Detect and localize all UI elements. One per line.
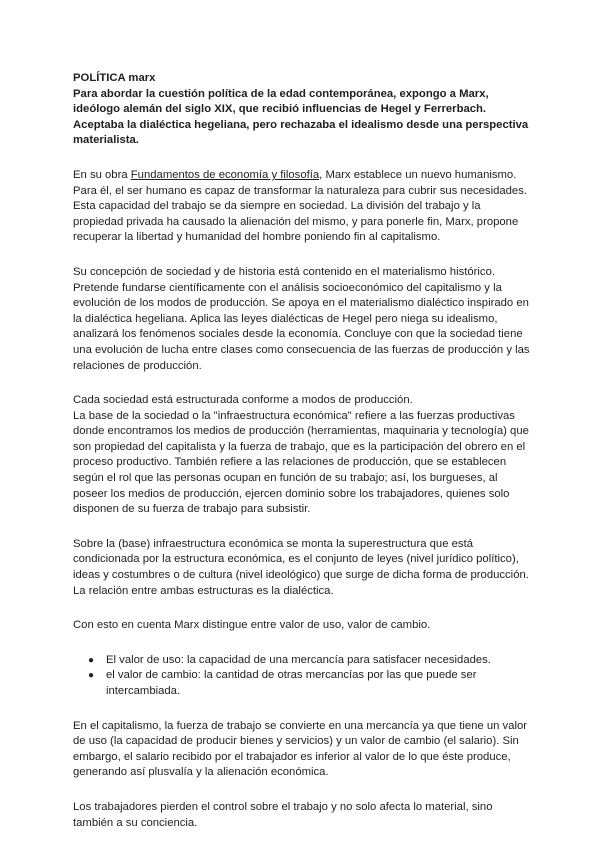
paragraph-infraestructura: La base de la sociedad o la "infraestructura económica" refiere a las fuerzas productivas donde encontramos los medios de producción (herramientas, maquinaria y tecnología) que son propiedad del capitalista y la fuerza de trabajo, que es la participación del obrero en el proceso productivo. También refiere a las relaciones de producción, que se establecen según el rol que las personas ocupan en función de su trabajo; así, los burgueses, al poseer los medios de producción, ejercen dominio sobre los trabajadores, quienes solo disponen de su fuerza de trabajo para subsistir. <box>73 409 529 516</box>
paragraph-humanismo-after: , Marx establece un nuevo humanismo. Para él, el ser humano es capaz de transformar la naturaleza para cubrir sus necesidades. Esta capacidad del trabajo se da siempre en sociedad. La división del trabajo y la propiedad privada ha causado la alienación del mismo, y para ponerle fin, Marx, propone recuperar la libertad y humanidad del hombre poniendo fin al capitalismo. <box>73 168 527 244</box>
list-item <box>88 668 533 699</box>
paragraph-humanismo <box>73 168 533 246</box>
bullet-icon: ● <box>88 670 95 682</box>
paragraph-modos-produccion-line1: Cada sociedad está estructurada conforme a modos de producción. <box>73 394 413 407</box>
title-block <box>73 71 533 149</box>
paragraph-valor-intro: Con esto en cuenta Marx distingue entre valor de uso, valor de cambio. <box>73 619 431 632</box>
paragraph-materialismo-historico: Su concepción de sociedad y de historia está contenido en el materialismo histórico. Pretende fundarse científicamente con el análisis socioeconómico del capitalismo y la evolución de los modos de producción. Se apoya en el materialismo dialéctico inspirado en la dialéctica hegeliana. Aplica las leyes dialécticas de Hegel pero niega su idealismo, analizará los fenómenos sociales desde la economía. Concluye con que la sociedad tiene una evolución de lucha entre clases como consecuencia de las fuerzas de producción y las relaciones de producción. <box>73 265 530 372</box>
document-heading: POLÍTICA marx <box>73 72 156 84</box>
bullet-icon: ● <box>88 654 95 666</box>
paragraph-modos-produccion <box>73 393 533 518</box>
intro-paragraph: Para abordar la cuestión política de la edad contemporánea, expongo a Marx, ideólogo alemán del siglo XIX, que recibió influencias de Hegel y Ferrerbach. Aceptaba la dialéctica hegeliana, pero rechazaba el idealismo desde una perspectiva materialista. <box>73 87 529 147</box>
list-item-text: el valor de cambio: la cantidad de otras mercancías por las que puede ser intercambiada. <box>106 669 477 697</box>
paragraph-humanismo-before: En su obra <box>73 168 131 181</box>
list-item <box>88 653 533 669</box>
document-body <box>73 71 533 850</box>
book-title-underlined: Fundamentos de economía y filosofía <box>130 168 320 181</box>
list-item-text: El valor de uso: la capacidad de una mercancía para satisfacer necesidades. <box>106 653 491 666</box>
valor-list <box>73 653 533 700</box>
paragraph-capitalismo: En el capitalismo, la fuerza de trabajo se convierte en una mercancía ya que tiene un valor de uso (la capacidad de producir bienes y servicios) y un valor de cambio (el salario). Sin embargo, el salario recibido por el trabajador es inferior al valor de lo que éste produce, generando así plusvalía y la alienación económica. <box>73 719 528 779</box>
paragraph-conciencia: Los trabajadores pierden el control sobre el trabajo y no solo afecta lo material, sino también a su conciencia. <box>73 800 493 829</box>
paragraph-superestructura: Sobre la (base) infraestructura económica se monta la superestructura que está condicionada por la estructura económica, es el conjunto de leyes (nivel jurídico político), ideas y costumbres o de cultura (nivel ideológico) que surge de dicha forma de producción. La relación entre ambas estructuras es la dialéctica. <box>73 537 529 597</box>
